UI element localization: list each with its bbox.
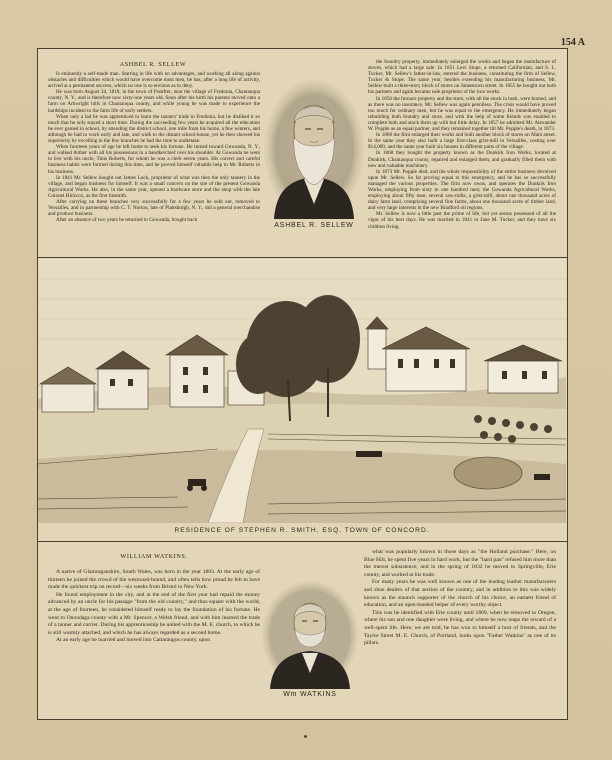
paragraph: A native of Glamorganshire, South Wales, was born in the year 1803. At the early age of thirteen he joined the crowd of the westward-bound, and often tells how proud he felt to have made the quickest trip on record—six weeks from Bristol to New York. [48, 569, 260, 591]
paragraph: In 1873 Mr. Popple died, and the whole responsibility of the entire business devolved upon Mr. Sellew. So far proving equal to this emergency, and he has so successfully managed the various properties. The firm now owns, and operates the Dunkirk Iron Works, employing from sixty to one hundred men; the Gowanda Agricultural Works, employing about fifty men; several saw-mills, a grist-mill, about one thousand acres of dairy farm land, comprising several fine farms, about one thousand acres of timber land, and very large interests in the new Bradford oil regions. [368, 168, 556, 212]
page-dot [304, 735, 307, 738]
watkins-portrait [262, 581, 358, 689]
residence-engraving [38, 259, 566, 523]
paragraph: In 1860 the firm enlarged their works and built another block of stores on Main street. In the same year they also built a large first-class grist-mill in Versailles, costing over $14,000, and the same year built six houses in different parts of the village. [368, 132, 556, 151]
watkins-portrait-caption: Wm WATKINS [283, 691, 337, 698]
page-frame [37, 48, 568, 720]
sellew-left-column [48, 71, 260, 223]
watkins-heading: WILLIAM WATKINS. [120, 553, 188, 560]
paragraph: This was he identified with Erie county until 1869, when he removed to Oregon, where his son and one daughter were living, and where he now reaps the reward of a well-spent life. Here, we are told, he has won to himself a host of friends, and the Taylor Street M. E. Church, of Portland, looks upon "Father Watkins" as one of its pillars. [364, 609, 556, 647]
paragraph: For many years he was well known as one of the leading leather manufacturers and shoe dealers of that section of the country, and in addition to this was widely known as the staunch supporter of the church of his choice, an earnest friend of education, and an open-handed helper of every worthy object. [364, 579, 556, 609]
paragraph: When only a lad he was apprenticed to learn the tanners' trade in Fredonia, but he disliked it so much that he only stayed a short time. During the succeeding few years he acquired all the education he ever gained in school, by attending the district school, one mile from his home, a few winters, and although he had to work early and late, and walk to the distant school-house, yet he then showed his superiority by excelling in the few branches he had the time to undertake. [48, 113, 260, 145]
paragraph: Mr. Sellew is now a little past the prime of life, but yet seems possessed of all the vigor of his best days. He was married in 1841 to Jane M. Tucker, and they have six children living. [368, 211, 556, 230]
paragraph: He found employment in the city, and at the end of the first year had repaid the money advanced by an uncle for his passage "from the old country," and thus square with the world, at the age of fourteen, he considered himself ready to lay the foundation of his fortune. He went to Onondaga county with a Mr. Spencer, a Welsh friend, and with him learned the trade of a tanner and currier. During his apprenticeship he united with the M. E. church, to which he is still warmly attached, and which he has always regarded as a second home. [48, 591, 260, 636]
paragraph: what was popularly known in those days as "the Holland purchase." Here, on Blue Hill, he spent five years in hard work, but the "hard pan" refused him more than the merest subsistence, and in the spring of 1832 he moved to Springville, Erie county, and worked at his trade. [364, 549, 556, 578]
paragraph: In 1856 the furnace property and the store, with all the stock in both, were burned, and as there was no insurance, Mr. Sellew was again penniless. The crisis would have proved too much for ordinary men, but he was equal to the emergency. He immediately began rebuilding both foundry and store, and with the help of some friends was enabled to complete both and stock them up with but little delay. In 1857 he admitted Mr. Alexander W. Popple as an equal partner, and they remained together till Mr. Popple's death, in 1873. [368, 95, 556, 133]
paragraph: When fourteen years of age he left home to seek his fortune. He turned toward Gowanda, N. Y., and walked thither with all his possessions in a handkerchief over his shoulder. At Gowanda he went to live with his uncle, Titus Roberts, for whom he was a clerk seven years. His correct and careful business habits were formed during this time, and he proved himself valuable help to Mr. Roberts in his business. [48, 144, 260, 175]
sellew-portrait-caption: ASHBEL R. SELLEW [274, 222, 354, 229]
divider-bottom [38, 541, 567, 542]
paragraph: In 1868 they bought the property known as the Dunkirk Iron Works, located at Dunkirk, Chautauqua county, repaired and enlarged them, and gradually filled them with new and valuable machinery. [368, 150, 556, 169]
sellew-portrait [264, 79, 364, 219]
paragraph: the foundry property, immediately enlarged the works and began the manufacture of stoves, which had a large sale. In 1851 Levi Stope, a returned Californian, and S. L. Tucker, Mr. Sellew's father-in-law, entered the business, constituting the firm of Sellew, Tucker & Stope. The same year, besides extending his manufacturing business, Mr. Sellew built a three-story block of stores on Jamestown street. In 1855 he bought out both his partners and again became sole proprietor of the iron works. [368, 59, 556, 96]
paragraph: At an early age he married and moved into Cattaraugus county, upon [56, 637, 211, 644]
paragraph: After carrying on these branches very successfully for a few years he sold out, removed to Versailles, and in partnership with C. T. Norton, late of Plattsburgh, N. Y., did a general merchandise and produce business. [48, 198, 260, 218]
paragraph: He was born August 3d, 1818, in the town of Pomfret, near the village of Fredonia, Chautauqua county, N. Y., and is therefore now sixty-one years old. Soon after his birth his parents moved onto a farm on Arkwright hills in Chautauqua county, and while young he was made to experience the hardships incident to the farm life of early settlers. [48, 89, 260, 114]
residence-caption: RESIDENCE OF STEPHEN R. SMITH, ESQ. TOWN OF CONCORD. [174, 527, 430, 534]
sellew-heading: ASHBEL R. SELLEW [119, 61, 187, 68]
watkins-right-column [364, 549, 556, 648]
paragraph: In 1841 Mr. Sellew bought out James Luck, proprietor of what was then the only tannery in the village, and began business for himself. It was a small concern on the site of the present Gowanda Agricultural Works. He also, in the same year, opened a hardware store and the shop with the late Colonel Hickcox, as the first tinsmith. [48, 174, 260, 199]
page-number: 154 A [560, 37, 585, 48]
paragraph: Is eminently a self-made man. Starting in life with no advantages, and working all along against obstacles and difficulties which would have overcome most men, he has, after a long life of activity, arrived at a permanent success, which no one is so envious as to deny. [48, 71, 260, 90]
sellew-right-column [368, 59, 556, 230]
divider-top [38, 257, 567, 258]
watkins-left-column [48, 569, 260, 645]
paragraph: After an absence of two years he returned to Gowanda, bought back [56, 217, 198, 224]
